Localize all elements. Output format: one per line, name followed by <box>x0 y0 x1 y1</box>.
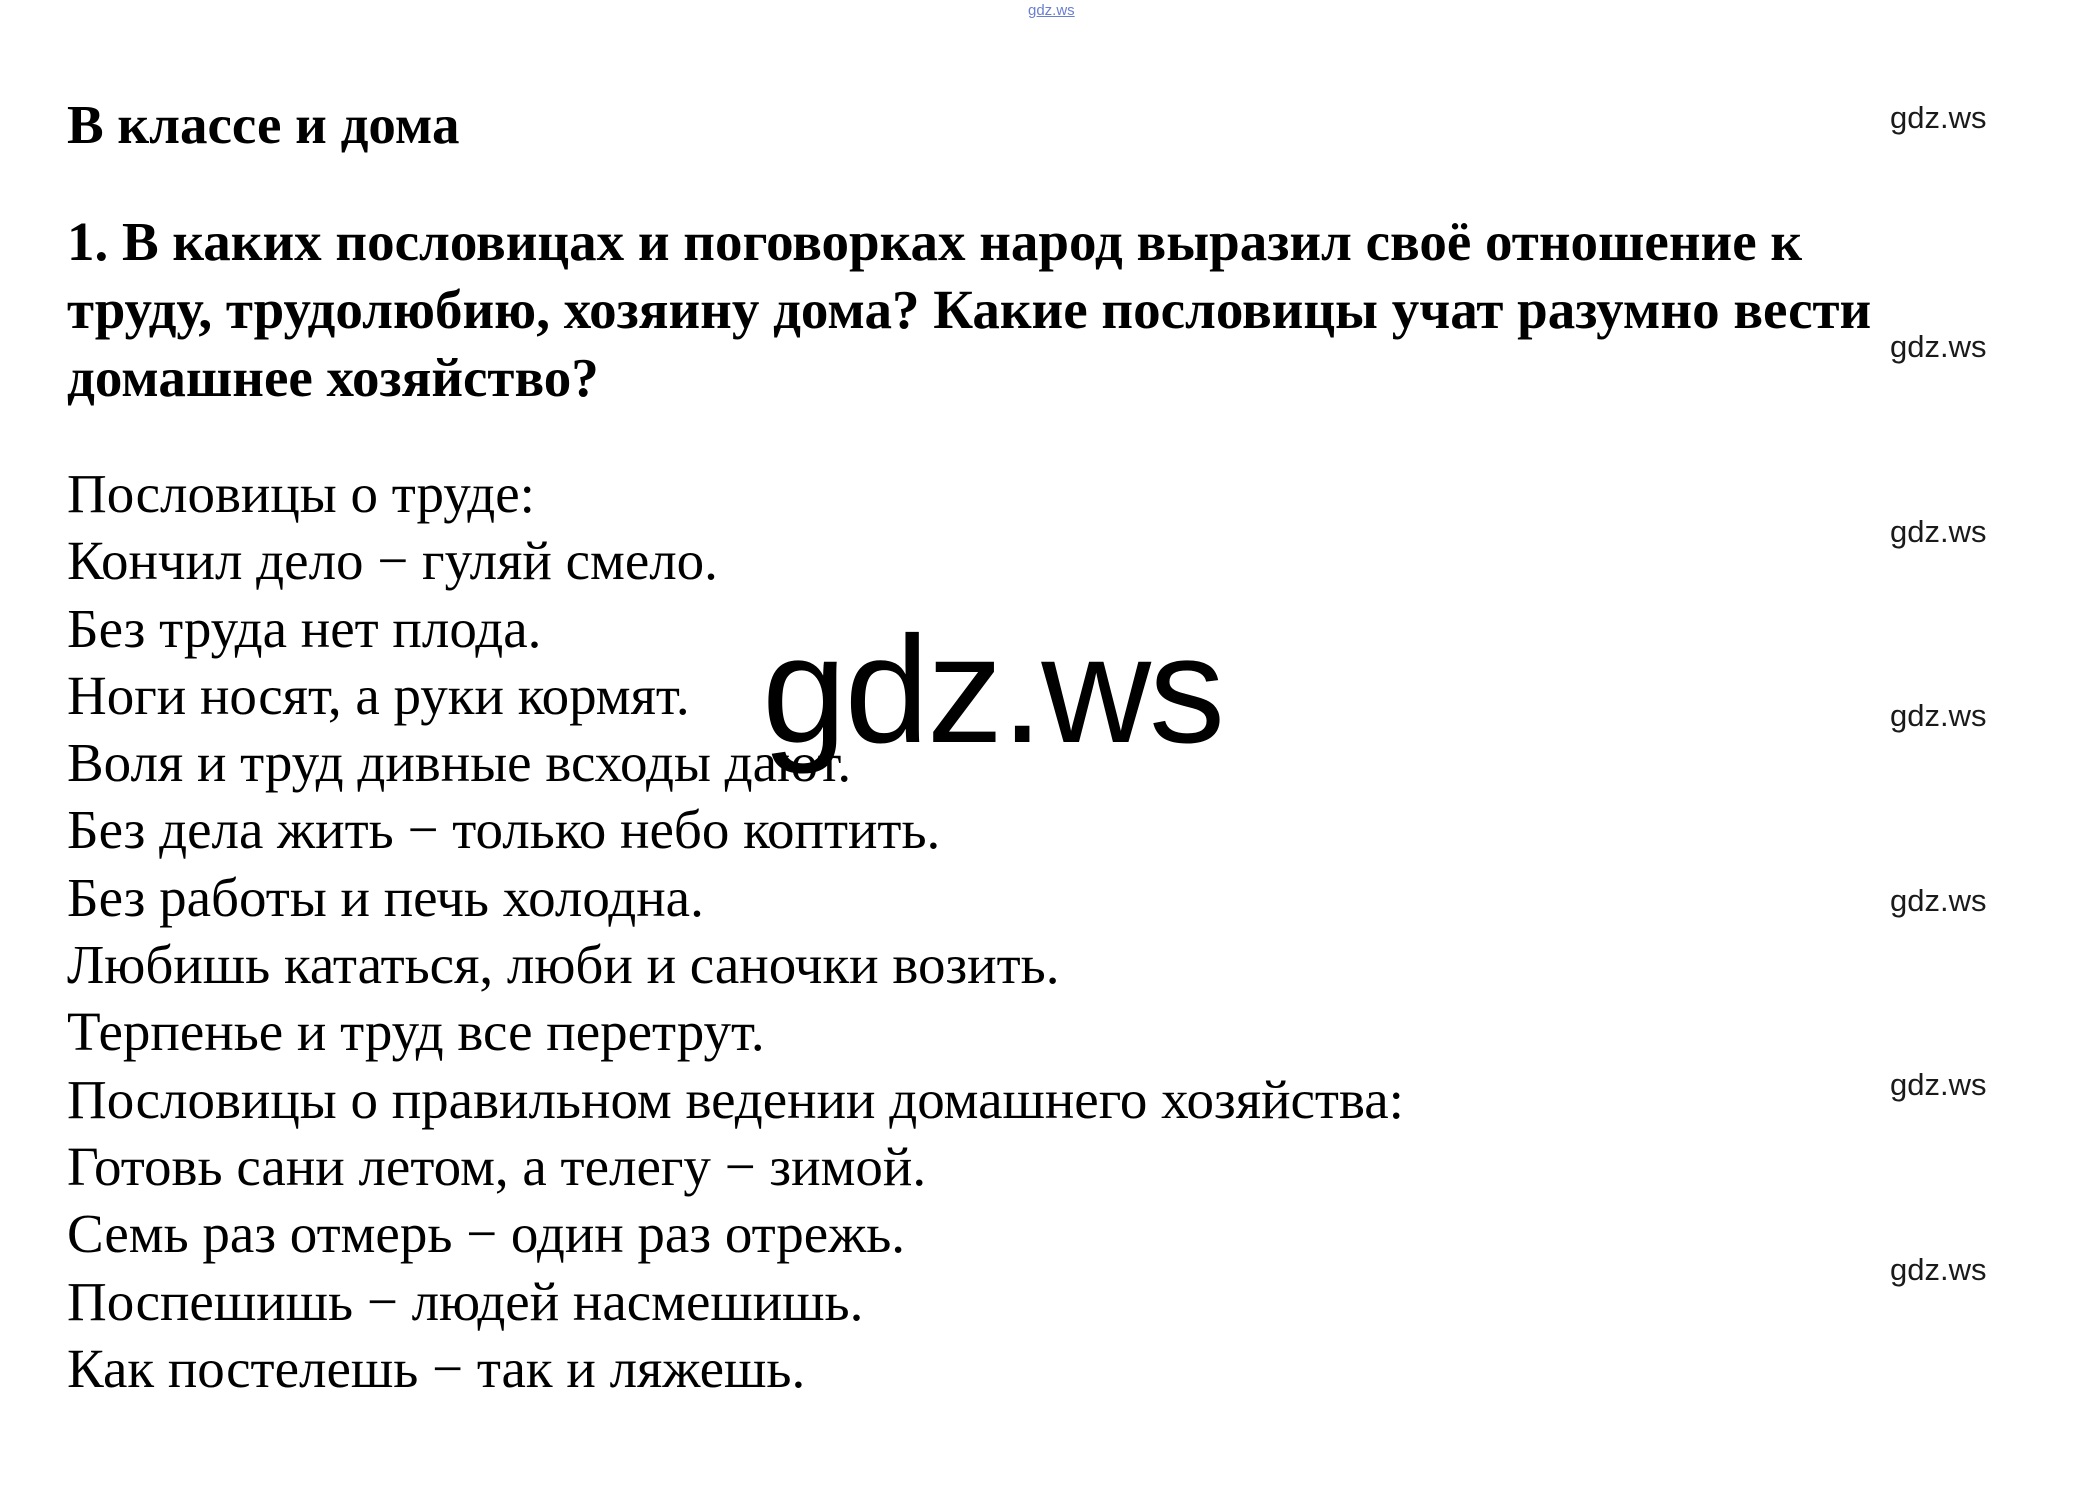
proverb-line: Семь раз отмерь − один раз отрежь. <box>67 1203 906 1265</box>
proverb-line: Терпенье и труд все перетрут. <box>67 1001 765 1063</box>
answer-heading-labor: Пословицы о труде: <box>67 463 535 524</box>
section-title: В классе и дома <box>67 94 460 155</box>
side-watermark: gdz.ws <box>1890 1067 1987 1102</box>
proverb-line: Кончил дело − гуляй смело. <box>67 530 718 592</box>
answer-list <box>67 460 1404 1402</box>
proverb-line: Без дела жить − только небо коптить. <box>67 799 941 861</box>
question-text <box>67 208 2087 412</box>
side-watermark: gdz.ws <box>1890 883 1987 918</box>
side-watermark: gdz.ws <box>1890 514 1987 549</box>
center-watermark: gdz.ws <box>762 605 1224 775</box>
proverb-line: Поспешишь − людей насмешишь. <box>67 1270 864 1332</box>
proverb-line: Любишь кататься, люби и саночки возить. <box>67 934 1060 996</box>
side-watermark: gdz.ws <box>1890 1252 1987 1287</box>
proverb-line: Как постелешь − так и ляжешь. <box>67 1337 806 1399</box>
proverb-line: Без работы и печь холодна. <box>67 866 704 928</box>
top-watermark-link[interactable]: gdz.ws <box>1028 2 1075 19</box>
proverb-line: Ноги носят, а руки кормят. <box>67 664 690 726</box>
side-watermark: gdz.ws <box>1890 698 1987 733</box>
side-watermark: gdz.ws <box>1890 329 1987 364</box>
question-line: 1. В каких пословицах и поговорках народ выразил своё отношение к <box>67 211 1803 272</box>
proverb-line: Готовь сани летом, а телегу − зимой. <box>67 1135 927 1197</box>
proverb-line: Без труда нет плода. <box>67 597 542 659</box>
question-line: труду, трудолюбию, хозяину дома? Какие пословицы учат разумно вести <box>67 279 1872 340</box>
side-watermark: gdz.ws <box>1890 100 1987 135</box>
answer-heading-household: Пословицы о правильном ведении домашнего хозяйства: <box>67 1068 1404 1130</box>
proverb-line: Воля и труд дивные всходы дают. <box>67 732 852 794</box>
question-line: домашнее хозяйство? <box>67 347 599 408</box>
